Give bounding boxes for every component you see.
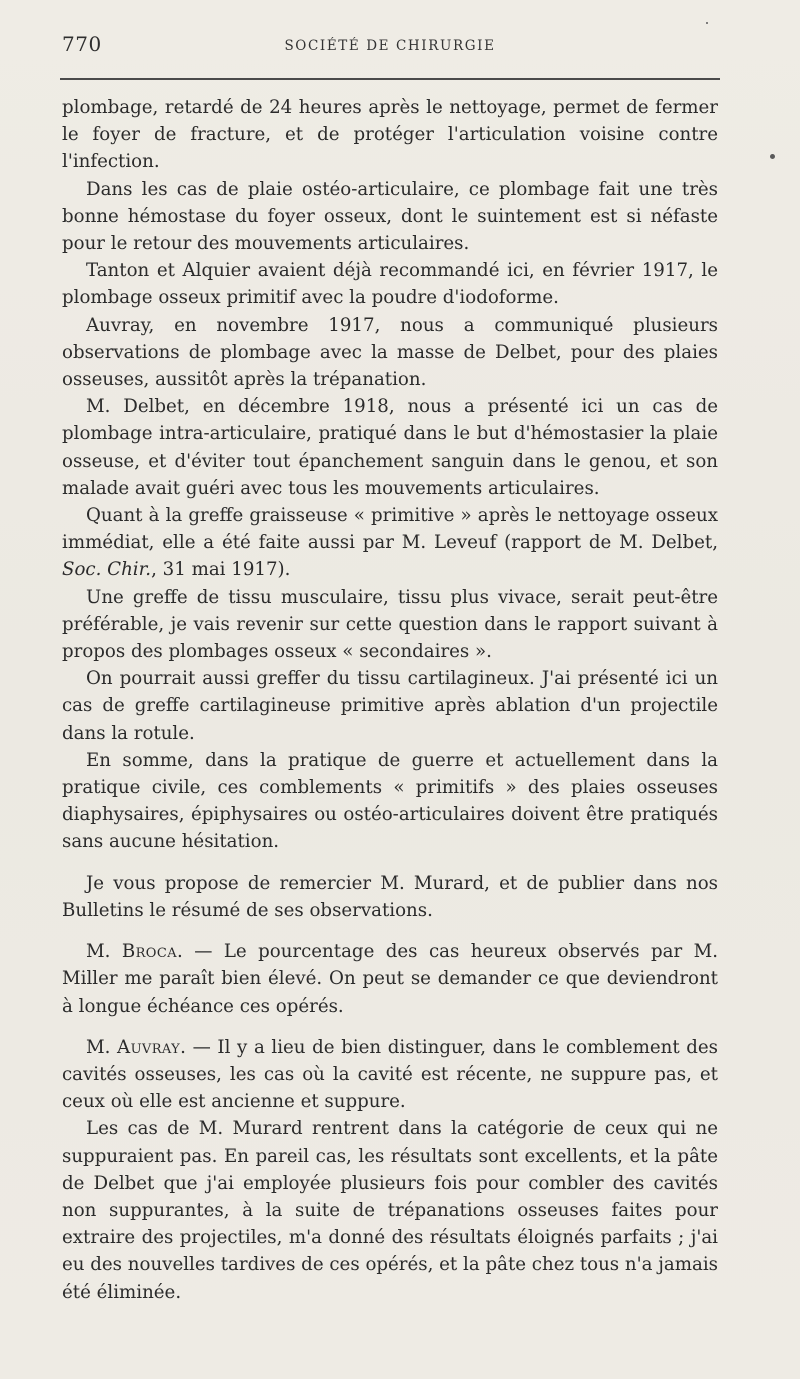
auvray-prefix: M. — [86, 1036, 118, 1058]
paragraph-tissu-cartilagineux: On pourrait aussi greffer du tissu cartilagineux. J'ai présenté ici un cas de greffe cartilagineuse primitive après ablation d'un projectile dans la rotule. — [62, 668, 718, 744]
paragraph-plaie-osteo-articulaire: Dans les cas de plaie ostéo-articulaire, ce plombage fait une très bonne hémostase du foyer osseux, dont le suintement est si néfaste pour le retour des mouvements articulaires. — [62, 178, 718, 255]
header-rule — [60, 78, 720, 80]
running-title: SOCIÉTÉ DE CHIRURGIE — [284, 38, 496, 54]
paragraph-greffe-graisseuse — [62, 502, 718, 584]
scan-speck — [706, 22, 708, 24]
journal-citation: Soc. Chir. — [62, 559, 152, 581]
paragraph-delbet-1918: M. Delbet, en décembre 1918, nous a présenté ici un cas de plombage intra-articulaire, pratiqué dans le but d'hémostasier la plaie osseuse, et d'éviter tout épanchement sanguin dans le genou, et son malade avait guéri avec tous les mouvements articulaires. — [62, 396, 718, 499]
speaker-broca: Broca — [121, 941, 177, 963]
broca-text: . — Le pourcentage des cas heureux observés par M. Miller me paraît bien élevé. On peut se demander ce que deviendront à longue échéance ces opérés. — [62, 941, 718, 1017]
paragraph-broca — [62, 938, 718, 1020]
greffe-text-before: Quant à la greffe graisseuse « primitive » après le nettoyage osseux immédiat, elle a été faite aussi par M. Leveuf (rapport de M. Delbet, — [62, 505, 718, 554]
paragraph-continuation: plombage, retardé de 24 heures après le nettoyage, permet de fermer le foyer de fracture, et de protéger l'articulation voisine contre l'infection. — [62, 97, 718, 173]
page-number: 770 — [62, 32, 102, 56]
auvray-text: . — Il y a lieu de bien distinguer, dans le comblement des cavités osseuses, les cas où la cavité est récente, ne suppure pas, et ceux où elle est ancienne et suppure. — [62, 1036, 719, 1113]
paragraph-cas-murard: Les cas de M. Murard rentrent dans la catégorie de ceux qui ne suppuraient pas. En pareil cas, les résultats sont excellents, et la pâte de Delbet que j'ai employée plusieurs fois pour combler des cavités non suppurantes, à la suite de trépanations osseuses faites pour extraire des projectiles, m'a donné des résultats éloignés parfaits ; j'ai eu des nouvelles tardives de ces opérés, et la pâte chez tous n'a jamais été éliminée. — [62, 1118, 718, 1303]
broca-prefix: M. — [86, 941, 122, 963]
paragraph-tanton-alquier: Tanton et Alquier avaient déjà recommandé ici, en février 1917, le plombage osseux primitif avec la poudre d'iodoforme. — [62, 260, 718, 309]
greffe-text-after: , 31 mai 1917). — [151, 559, 291, 581]
paragraph-auvray-1917: Auvray, en novembre 1917, nous a communiqué plusieurs observations de plombage avec la masse de Delbet, pour des plaies osseuses, aussitôt après la trépanation. — [62, 314, 718, 391]
page-header — [62, 32, 718, 62]
paragraph-conclusion: Je vous propose de remercier M. Murard, et de publier dans nos Bulletins le résumé de ses observations. — [62, 872, 718, 921]
scan-speck — [770, 154, 775, 159]
speaker-auvray: Auvray — [117, 1036, 181, 1058]
body-text — [62, 94, 718, 1306]
paragraph-auvray — [62, 1034, 718, 1116]
paragraph-greffe-musculaire: Une greffe de tissu musculaire, tissu plus vivace, serait peut-être préférable, je vais revenir sur cette question dans le rapport suivant à propos des plombages osseux « secondaires ». — [62, 586, 718, 663]
paragraph-en-somme: En somme, dans la pratique de guerre et actuellement dans la pratique civile, ces comblements « primitifs » des plaies osseuses diaphysaires, épiphysaires ou ostéo-articulaires doivent être pratiqués sans aucune hésitation. — [62, 749, 718, 853]
